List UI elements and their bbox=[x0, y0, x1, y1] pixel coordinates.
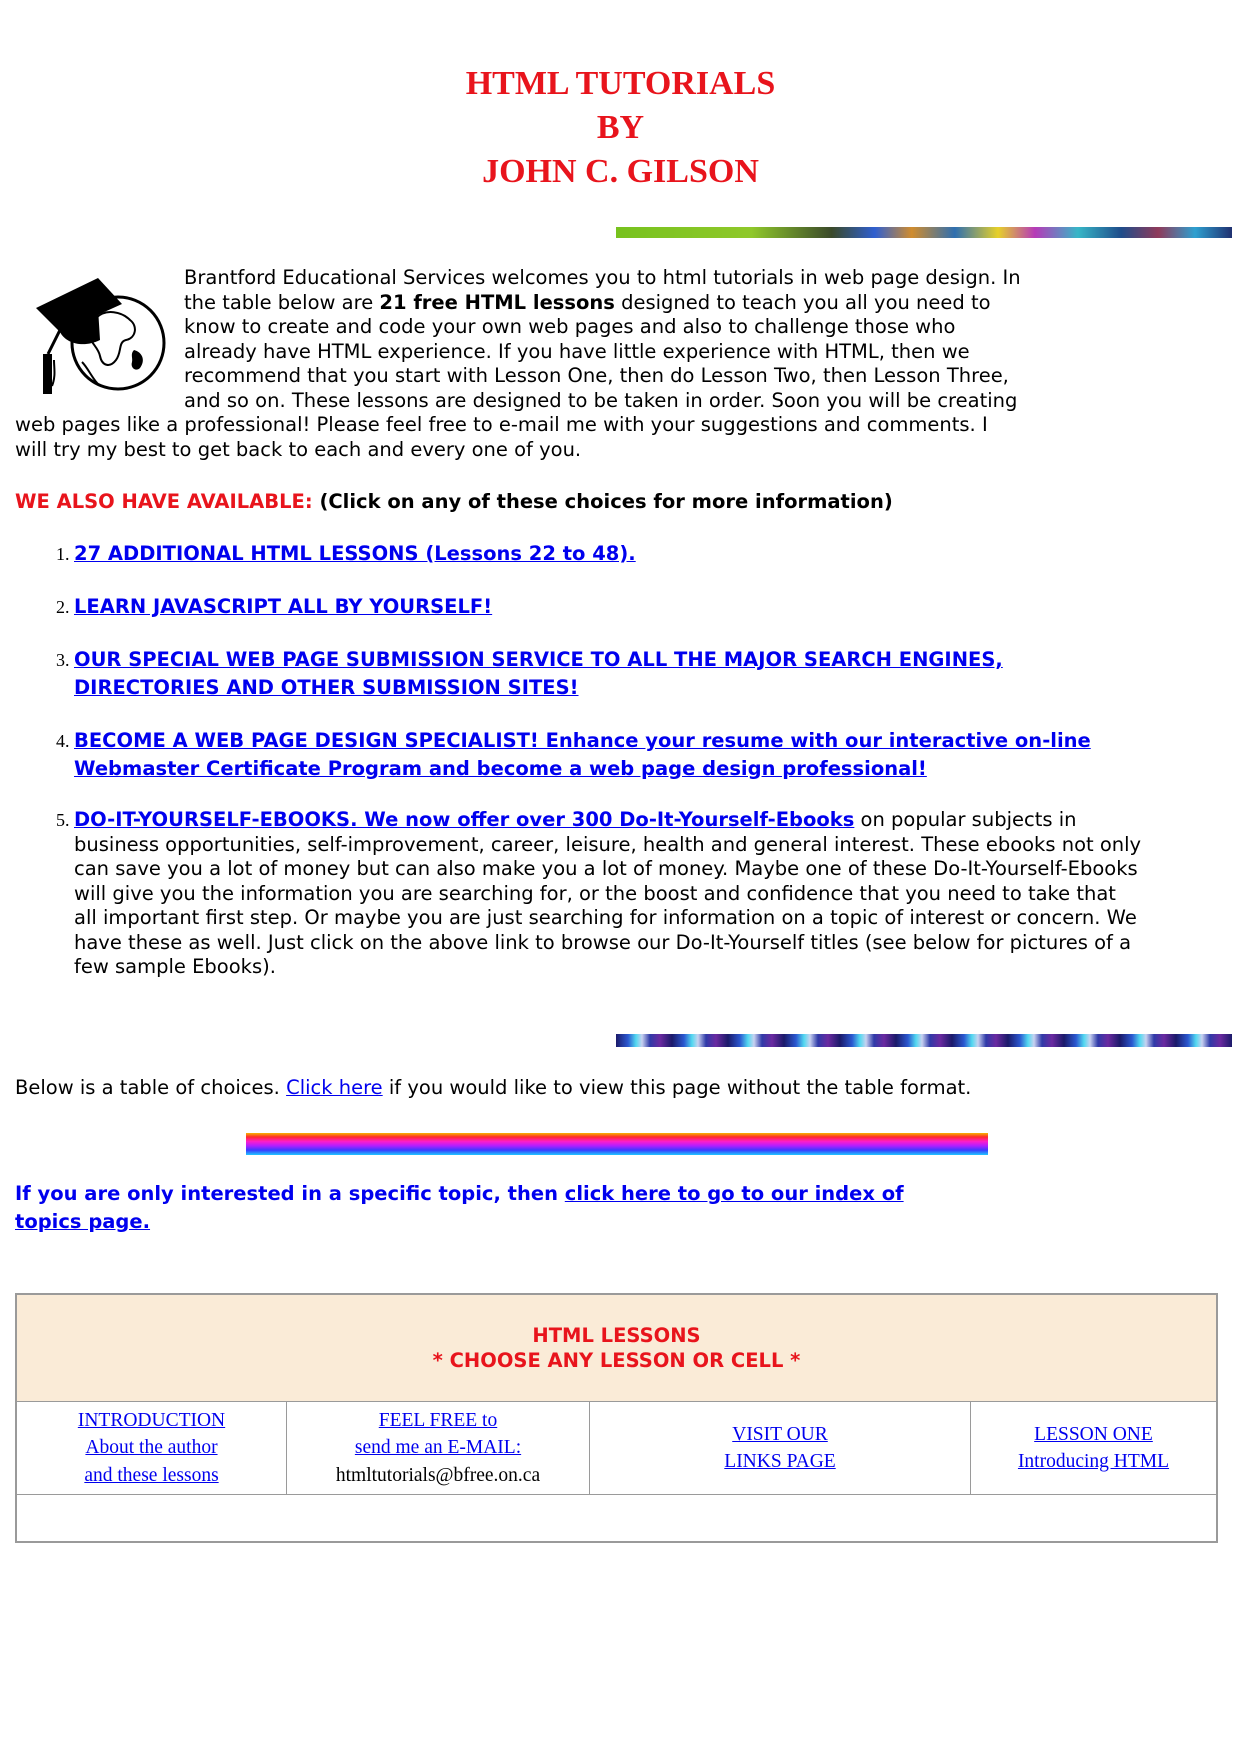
email-link[interactable]: send me an E-MAIL: bbox=[354, 1437, 522, 1459]
intro-bold-text: 21 free HTML lessons bbox=[379, 290, 615, 314]
choices-text-before: Below is a table of choices. bbox=[15, 1076, 287, 1099]
lessons-header-subtitle: * CHOOSE ANY LESSON OR CELL * bbox=[432, 1349, 801, 1372]
email-cell bbox=[287, 1402, 590, 1495]
lessons-header-title: HTML LESSONS bbox=[532, 1324, 701, 1347]
intro-paragraph bbox=[15, 266, 1025, 462]
table-row bbox=[16, 1495, 1217, 1543]
available-heading bbox=[15, 490, 893, 513]
offer-link-ebooks[interactable]: DO-IT-YOURSELF-EBOOKS. We now offer over 300 Do-It-Yourself-Ebooks bbox=[74, 808, 855, 831]
table-choice-line bbox=[15, 1076, 971, 1099]
lesson-one-cell bbox=[971, 1402, 1218, 1495]
intro-text-1: Brantford Educational Services welcomes you to html tutorials in web page design. In the table below are bbox=[184, 266, 1021, 314]
lesson-one-link[interactable]: LESSON ONE bbox=[1034, 1423, 1153, 1445]
introduction-cell bbox=[16, 1402, 287, 1495]
offer-ebooks-description: on popular subjects in business opportunities, self-improvement, career, leisure, health and general interest. These ebooks not only can save you a lot of money but can also make you a lot of money. Maybe one of these Do-It-Yourself-Ebooks will give you the information you are searching for, or the boost and confidence that you need to take that all important first step. Or maybe you are just searching for information on a topic of interest or concern. We have these as well. Just click on the above link to browse our Do-It-Yourself titles (see below for pictures of a few sample Ebooks). bbox=[74, 808, 1142, 978]
page-title bbox=[0, 62, 1241, 194]
available-note: (Click on any of these choices for more information) bbox=[312, 490, 893, 513]
email-address: htmltutorials@bfree.on.ca bbox=[335, 1464, 541, 1486]
introducing-html-link[interactable]: Introducing HTML bbox=[1017, 1451, 1170, 1472]
decorative-divider-middle bbox=[616, 1034, 1232, 1047]
specific-topic-line bbox=[15, 1180, 975, 1236]
list-item bbox=[74, 808, 1144, 980]
feel-free-link[interactable]: FEEL FREE to bbox=[378, 1409, 498, 1431]
links-page-cell bbox=[590, 1402, 971, 1495]
list-item bbox=[74, 540, 1144, 568]
intro-text-2: designed to teach you all you need to know to create and code your own web pages and also to challenge those who already have HTML experience. If you have little experience with HTML, then we recommend that you start with Lesson One, then do Lesson Two, then Lesson Three, and so on. These lessons are designed to be taken in order. Soon you will be creating web pages like a professional! Please feel free to e-mail me with your suggestions and comments. I will try my best to get back to each and every one of you. bbox=[15, 290, 1018, 461]
no-table-format-link[interactable]: Click here bbox=[286, 1076, 383, 1099]
title-line-3: JOHN C. GILSON bbox=[482, 153, 759, 190]
title-line-2: BY bbox=[596, 109, 645, 146]
choices-text-after: if you would like to view this page without the table format. bbox=[382, 1076, 972, 1099]
title-line-1: HTML TUTORIALS bbox=[465, 65, 776, 102]
offer-link-javascript[interactable]: LEARN JAVASCRIPT ALL BY YOURSELF! bbox=[74, 595, 493, 618]
offer-link-webmaster-certificate[interactable]: BECOME A WEB PAGE DESIGN SPECIALIST! Enhance your resume with our interactive on-line Webmaster Certificate Program and become a web page design professional! bbox=[74, 729, 1091, 780]
topics-index-link[interactable]: click here to go to our index of topics page. bbox=[15, 1182, 904, 1233]
introduction-link[interactable]: INTRODUCTION bbox=[77, 1409, 226, 1431]
graduation-cap-globe-icon bbox=[26, 268, 176, 398]
empty-cell bbox=[16, 1495, 1217, 1543]
available-label: WE ALSO HAVE AVAILABLE: bbox=[15, 490, 313, 513]
specific-topic-text: If you are only interested in a specific topic, then bbox=[15, 1182, 565, 1205]
visit-our-link[interactable]: VISIT OUR bbox=[732, 1423, 828, 1445]
offer-link-submission-service[interactable]: OUR SPECIAL WEB PAGE SUBMISSION SERVICE TO ALL THE MAJOR SEARCH ENGINES, DIRECTORIES AND OTHER SUBMISSION SITES! bbox=[74, 648, 1003, 699]
links-page-link[interactable]: LINKS PAGE bbox=[724, 1451, 836, 1472]
list-item bbox=[74, 646, 1144, 702]
list-item bbox=[74, 593, 1144, 621]
lessons-table bbox=[15, 1293, 1218, 1543]
lessons-table-header bbox=[16, 1294, 1217, 1402]
these-lessons-link[interactable]: and these lessons bbox=[84, 1464, 219, 1486]
about-author-link[interactable]: About the author bbox=[85, 1437, 218, 1459]
offer-link-additional-lessons[interactable]: 27 ADDITIONAL HTML LESSONS (Lessons 22 to 48). bbox=[74, 542, 636, 565]
decorative-rainbow-bar bbox=[246, 1133, 988, 1155]
offers-list bbox=[15, 540, 1144, 1005]
decorative-divider-top bbox=[616, 227, 1232, 238]
list-item bbox=[74, 727, 1144, 783]
